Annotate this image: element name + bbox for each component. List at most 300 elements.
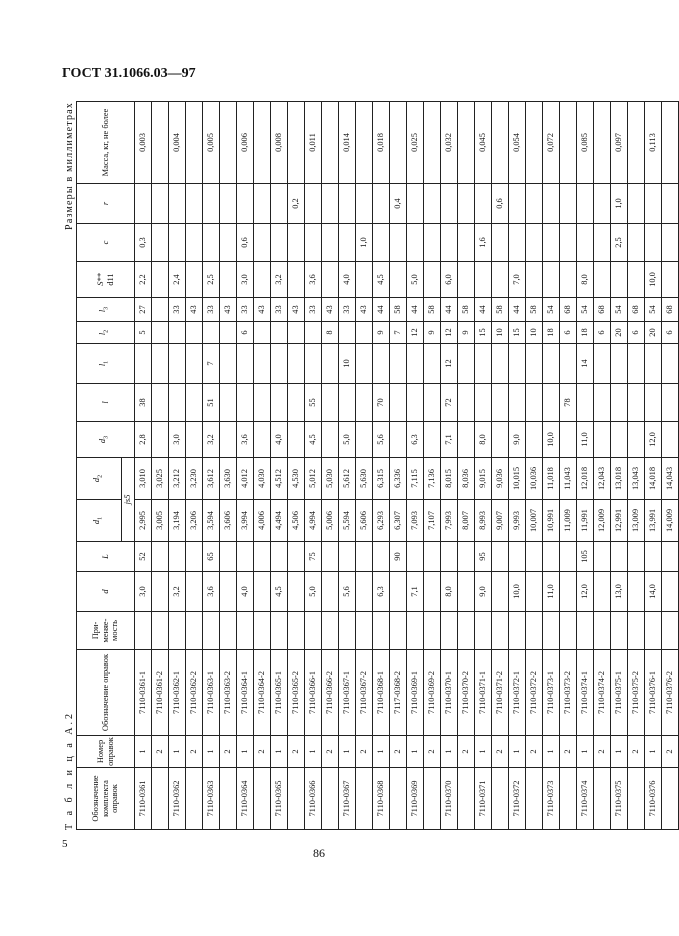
cell-d: 12,0	[577, 572, 594, 612]
cell-l3: 58	[458, 298, 475, 322]
cell-app	[441, 612, 458, 650]
cell-set	[526, 768, 543, 830]
cell-d1: 7,993	[441, 500, 458, 542]
cell-app	[407, 612, 424, 650]
cell-num: 1	[305, 736, 322, 768]
cell-num: 1	[203, 736, 220, 768]
cell-d2: 8,015	[441, 458, 458, 500]
cell-set: 7110-0372	[509, 768, 526, 830]
cell-L	[560, 542, 577, 572]
cell-m	[458, 102, 475, 184]
cell-d1: 13,009	[628, 500, 645, 542]
cell-set	[492, 768, 509, 830]
cell-S: 6,0	[441, 262, 458, 298]
cell-set: 7110-0376	[645, 768, 662, 830]
cell-m	[186, 102, 203, 184]
cell-num: 2	[662, 736, 679, 768]
cell-L	[611, 542, 628, 572]
cell-d1: 3,606	[220, 500, 237, 542]
cell-m	[254, 102, 271, 184]
cell-S: 2,4	[169, 262, 186, 298]
cell-l	[322, 384, 339, 422]
cell-set	[458, 768, 475, 830]
cell-S	[526, 262, 543, 298]
cell-d3	[254, 422, 271, 458]
cell-l3: 44	[373, 298, 390, 322]
cell-r: 0,2	[288, 184, 305, 224]
cell-des: 7110-0373-1	[543, 650, 560, 736]
cell-l1	[288, 344, 305, 384]
cell-app	[288, 612, 305, 650]
table-row	[628, 102, 645, 830]
cell-l: 51	[203, 384, 220, 422]
cell-c	[424, 224, 441, 262]
table-row	[662, 102, 679, 830]
cell-l3: 33	[169, 298, 186, 322]
cell-set	[152, 768, 169, 830]
cell-d: 4,5	[271, 572, 288, 612]
cell-d: 3,6	[203, 572, 220, 612]
cell-d3	[662, 422, 679, 458]
cell-num: 1	[543, 736, 560, 768]
cell-l2: 15	[509, 322, 526, 344]
cell-d3	[458, 422, 475, 458]
table-row	[271, 102, 288, 830]
cell-l3: 58	[390, 298, 407, 322]
cell-l2	[152, 322, 169, 344]
cell-app	[662, 612, 679, 650]
cell-app	[186, 612, 203, 650]
cell-num: 1	[135, 736, 152, 768]
cell-d3	[186, 422, 203, 458]
table-row	[424, 102, 441, 830]
cell-l1	[356, 344, 373, 384]
cell-L	[662, 542, 679, 572]
cell-l1	[475, 344, 492, 384]
cell-des: 7110-0363-2	[220, 650, 237, 736]
cell-l3: 43	[356, 298, 373, 322]
cell-S: 3,6	[305, 262, 322, 298]
cell-l1: 12	[441, 344, 458, 384]
cell-num: 1	[441, 736, 458, 768]
cell-l3: 54	[543, 298, 560, 322]
cell-num: 2	[424, 736, 441, 768]
cell-c	[577, 224, 594, 262]
header-d2: $d_2$	[77, 458, 122, 500]
cell-d2: 14,018	[645, 458, 662, 500]
header-c: c	[77, 224, 135, 262]
table-row	[152, 102, 169, 830]
cell-d1: 5,594	[339, 500, 356, 542]
cell-l	[611, 384, 628, 422]
cell-l2	[356, 322, 373, 344]
cell-des: 7110-0369-1	[407, 650, 424, 736]
cell-d1: 4,506	[288, 500, 305, 542]
cell-l3: 54	[611, 298, 628, 322]
cell-m	[594, 102, 611, 184]
cell-L	[373, 542, 390, 572]
cell-m	[628, 102, 645, 184]
cell-l2	[305, 322, 322, 344]
cell-S	[611, 262, 628, 298]
cell-l2: 9	[424, 322, 441, 344]
cell-c	[594, 224, 611, 262]
cell-d	[662, 572, 679, 612]
cell-l	[492, 384, 509, 422]
cell-l3: 33	[271, 298, 288, 322]
cell-c	[560, 224, 577, 262]
cell-m: 0,045	[475, 102, 492, 184]
cell-d1: 7,093	[407, 500, 424, 542]
cell-l	[662, 384, 679, 422]
cell-des: 7110-0371-1	[475, 650, 492, 736]
cell-d1: 3,194	[169, 500, 186, 542]
table-row	[594, 102, 611, 830]
cell-d3: 4,5	[305, 422, 322, 458]
cell-d1: 4,006	[254, 500, 271, 542]
cell-c	[254, 224, 271, 262]
cell-m: 0,072	[543, 102, 560, 184]
cell-m	[390, 102, 407, 184]
cell-app	[577, 612, 594, 650]
cell-d3	[322, 422, 339, 458]
cell-d2: 3,630	[220, 458, 237, 500]
cell-l2: 6	[237, 322, 254, 344]
cell-S	[220, 262, 237, 298]
cell-des: 7110-0366-2	[322, 650, 339, 736]
cell-m: 0,004	[169, 102, 186, 184]
cell-L: 65	[203, 542, 220, 572]
table-row	[492, 102, 509, 830]
cell-des: 7110-0367-1	[339, 650, 356, 736]
cell-d2: 3,230	[186, 458, 203, 500]
cell-app	[424, 612, 441, 650]
cell-L	[186, 542, 203, 572]
cell-d1: 12,991	[611, 500, 628, 542]
cell-app	[203, 612, 220, 650]
cell-l2: 9	[373, 322, 390, 344]
cell-l2: 6	[594, 322, 611, 344]
cell-set	[254, 768, 271, 830]
cell-num: 2	[356, 736, 373, 768]
cell-c	[271, 224, 288, 262]
header-d1: $d_1$	[77, 500, 122, 542]
cell-d	[492, 572, 509, 612]
cell-d1: 3,594	[203, 500, 220, 542]
cell-l1	[390, 344, 407, 384]
cell-l	[509, 384, 526, 422]
cell-l1: 14	[577, 344, 594, 384]
cell-des: 7117-0368-2	[390, 650, 407, 736]
cell-d3: 10,0	[543, 422, 560, 458]
cell-c	[441, 224, 458, 262]
cell-d	[628, 572, 645, 612]
cell-d2: 5,630	[356, 458, 373, 500]
cell-d	[322, 572, 339, 612]
cell-m: 0,011	[305, 102, 322, 184]
cell-c	[526, 224, 543, 262]
cell-l	[220, 384, 237, 422]
cell-l3: 68	[662, 298, 679, 322]
cell-num: 1	[339, 736, 356, 768]
cell-l	[577, 384, 594, 422]
cell-S	[322, 262, 339, 298]
table-row	[186, 102, 203, 830]
cell-l	[458, 384, 475, 422]
cell-set	[662, 768, 679, 830]
cell-L	[271, 542, 288, 572]
cell-L	[237, 542, 254, 572]
cell-d: 11,0	[543, 572, 560, 612]
table-row	[237, 102, 254, 830]
cell-c	[169, 224, 186, 262]
cell-l2: 20	[611, 322, 628, 344]
cell-m	[220, 102, 237, 184]
cell-set: 7110-0366	[305, 768, 322, 830]
cell-c	[390, 224, 407, 262]
cell-des: 7110-0375-2	[628, 650, 645, 736]
cell-num: 2	[254, 736, 271, 768]
cell-l2: 12	[441, 322, 458, 344]
cell-r	[441, 184, 458, 224]
cell-l	[288, 384, 305, 422]
cell-l1	[237, 344, 254, 384]
table-row	[441, 102, 458, 830]
header-mandrel-number: Номер оправок	[77, 736, 135, 768]
cell-d2: 8,036	[458, 458, 475, 500]
cell-l	[271, 384, 288, 422]
cell-app	[339, 612, 356, 650]
cell-c	[305, 224, 322, 262]
cell-S	[458, 262, 475, 298]
cell-l: 78	[560, 384, 577, 422]
cell-num: 2	[390, 736, 407, 768]
cell-r: 0,6	[492, 184, 509, 224]
cell-app	[560, 612, 577, 650]
cell-set	[322, 768, 339, 830]
cell-num: 1	[237, 736, 254, 768]
cell-des: 7110-0370-2	[458, 650, 475, 736]
cell-L	[254, 542, 271, 572]
header-mass: Масса, кг, не более	[77, 102, 135, 184]
cell-l1	[424, 344, 441, 384]
cell-des: 7110-0361-2	[152, 650, 169, 736]
cell-r	[305, 184, 322, 224]
cell-des: 7110-0362-1	[169, 650, 186, 736]
cell-L	[492, 542, 509, 572]
cell-num: 1	[407, 736, 424, 768]
cell-r: 0,4	[390, 184, 407, 224]
cell-set	[560, 768, 577, 830]
cell-d: 3,2	[169, 572, 186, 612]
cell-r	[339, 184, 356, 224]
cell-des: 7110-0376-1	[645, 650, 662, 736]
cell-r	[135, 184, 152, 224]
cell-m: 0,113	[645, 102, 662, 184]
cell-l	[237, 384, 254, 422]
cell-d	[424, 572, 441, 612]
cell-des: 7110-0363-1	[203, 650, 220, 736]
cell-l1	[594, 344, 611, 384]
cell-l2: 9	[458, 322, 475, 344]
header-L: L	[77, 542, 135, 572]
cell-l2: 10	[526, 322, 543, 344]
cell-num: 2	[288, 736, 305, 768]
cell-d3: 4,0	[271, 422, 288, 458]
cell-d1: 6,293	[373, 500, 390, 542]
cell-r	[475, 184, 492, 224]
cell-d1: 5,006	[322, 500, 339, 542]
cell-d2: 11,043	[560, 458, 577, 500]
cell-d3	[390, 422, 407, 458]
cell-m: 0,005	[203, 102, 220, 184]
cell-l	[628, 384, 645, 422]
cell-l: 38	[135, 384, 152, 422]
cell-L	[645, 542, 662, 572]
cell-app	[271, 612, 288, 650]
cell-S	[543, 262, 560, 298]
cell-l3: 44	[509, 298, 526, 322]
table-row	[322, 102, 339, 830]
cell-d2: 5,030	[322, 458, 339, 500]
header-js5: js5	[122, 458, 135, 542]
header-l1: $l_1$	[77, 344, 135, 384]
cell-c	[322, 224, 339, 262]
cell-l	[356, 384, 373, 422]
cell-c	[203, 224, 220, 262]
cell-d2: 11,018	[543, 458, 560, 500]
cell-d: 8,0	[441, 572, 458, 612]
cell-d2: 5,012	[305, 458, 322, 500]
cell-l1	[322, 344, 339, 384]
cell-l1	[543, 344, 560, 384]
cell-d: 14,0	[645, 572, 662, 612]
table-row	[390, 102, 407, 830]
cell-L	[424, 542, 441, 572]
cell-d: 9,0	[475, 572, 492, 612]
cell-d1: 4,494	[271, 500, 288, 542]
table-row	[356, 102, 373, 830]
cell-num: 2	[560, 736, 577, 768]
cell-S: 5,0	[407, 262, 424, 298]
cell-S	[628, 262, 645, 298]
cell-r	[237, 184, 254, 224]
cell-set	[594, 768, 611, 830]
cell-d3: 12,0	[645, 422, 662, 458]
cell-r	[526, 184, 543, 224]
cell-app	[305, 612, 322, 650]
cell-app	[492, 612, 509, 650]
cell-set	[288, 768, 305, 830]
cell-d2: 13,043	[628, 458, 645, 500]
cell-r	[169, 184, 186, 224]
cell-l1	[458, 344, 475, 384]
table-row	[526, 102, 543, 830]
rotated-table-block	[64, 102, 674, 830]
cell-d	[152, 572, 169, 612]
cell-L: 105	[577, 542, 594, 572]
cell-S	[594, 262, 611, 298]
cell-c	[509, 224, 526, 262]
cell-num: 1	[509, 736, 526, 768]
cell-r	[594, 184, 611, 224]
cell-des: 7110-0374-1	[577, 650, 594, 736]
cell-L: 95	[475, 542, 492, 572]
cell-l2	[220, 322, 237, 344]
cell-L	[169, 542, 186, 572]
mandrel-dimensions-table	[76, 101, 679, 830]
cell-d1: 6,307	[390, 500, 407, 542]
cell-d1: 9,993	[509, 500, 526, 542]
cell-r	[356, 184, 373, 224]
table-row	[288, 102, 305, 830]
cell-r	[203, 184, 220, 224]
cell-S: 2,2	[135, 262, 152, 298]
cell-d3	[526, 422, 543, 458]
cell-d1: 14,009	[662, 500, 679, 542]
cell-d2: 3,025	[152, 458, 169, 500]
cell-S	[475, 262, 492, 298]
cell-d: 5,0	[305, 572, 322, 612]
cell-d1: 10,007	[526, 500, 543, 542]
cell-des: 7110-0374-2	[594, 650, 611, 736]
cell-c	[407, 224, 424, 262]
cell-c: 2,5	[611, 224, 628, 262]
cell-d3	[611, 422, 628, 458]
cell-d2: 7,115	[407, 458, 424, 500]
cell-c	[339, 224, 356, 262]
cell-d2: 9,036	[492, 458, 509, 500]
cell-l1	[254, 344, 271, 384]
cell-S: 4,0	[339, 262, 356, 298]
cell-d1: 9,007	[492, 500, 509, 542]
cell-l3: 58	[492, 298, 509, 322]
cell-d3: 9,0	[509, 422, 526, 458]
cell-d2: 12,043	[594, 458, 611, 500]
cell-set	[186, 768, 203, 830]
cell-l	[339, 384, 356, 422]
table-row	[407, 102, 424, 830]
cell-l2	[339, 322, 356, 344]
cell-l2	[288, 322, 305, 344]
cell-num: 1	[577, 736, 594, 768]
cell-l3: 44	[475, 298, 492, 322]
cell-m: 0,085	[577, 102, 594, 184]
cell-app	[594, 612, 611, 650]
cell-l1	[628, 344, 645, 384]
cell-m: 0,097	[611, 102, 628, 184]
cell-d2: 10,015	[509, 458, 526, 500]
header-applicability: При-меняе-мость	[77, 612, 135, 650]
table-row	[220, 102, 237, 830]
cell-d	[254, 572, 271, 612]
cell-l3: 68	[628, 298, 645, 322]
cell-d3	[560, 422, 577, 458]
header-d3: $d_3$	[77, 422, 135, 458]
cell-L	[339, 542, 356, 572]
cell-r	[543, 184, 560, 224]
cell-l2: 8	[322, 322, 339, 344]
cell-l2	[203, 322, 220, 344]
cell-l2: 10	[492, 322, 509, 344]
cell-l3: 68	[560, 298, 577, 322]
cell-d3: 5,6	[373, 422, 390, 458]
cell-l	[543, 384, 560, 422]
cell-d: 3,0	[135, 572, 152, 612]
cell-set: 7110-0361	[135, 768, 152, 830]
cell-l3: 54	[645, 298, 662, 322]
cell-m: 0,032	[441, 102, 458, 184]
